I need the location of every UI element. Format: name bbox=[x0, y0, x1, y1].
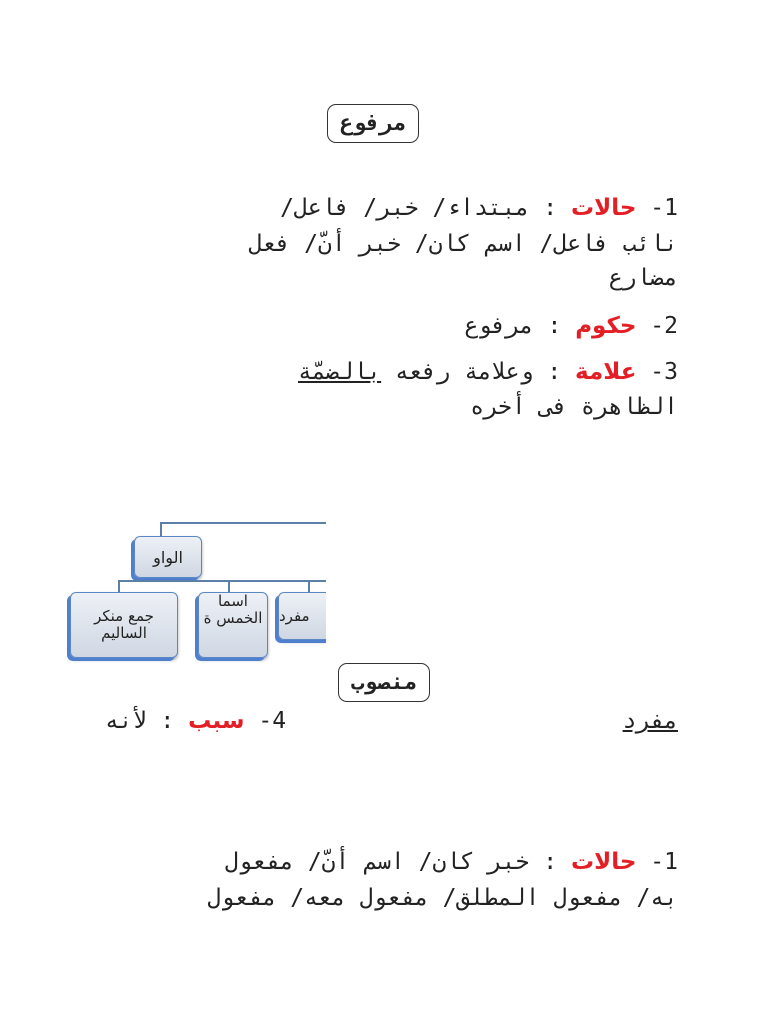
connector-line bbox=[160, 522, 326, 524]
underlined-text: بالضمّة bbox=[298, 359, 382, 385]
item-text: خبر كان/ اسم أنّ/ مفعول bbox=[224, 849, 530, 875]
heading-text: منصوب bbox=[351, 670, 418, 695]
colon: : bbox=[543, 195, 558, 221]
connector-line bbox=[118, 580, 326, 582]
item-number: 4- bbox=[258, 708, 287, 734]
diagram-node-child-1 bbox=[70, 592, 178, 658]
diagram-node-child-3 bbox=[278, 592, 326, 640]
connector-line bbox=[308, 580, 310, 592]
colon: : bbox=[160, 708, 175, 734]
item-number: 2- bbox=[650, 313, 678, 339]
item-1-line-1 bbox=[280, 192, 678, 225]
item-3-line-2 bbox=[470, 391, 678, 424]
connector-line bbox=[118, 580, 120, 592]
item-1-line-3 bbox=[609, 262, 678, 295]
diagram-node-child-2 bbox=[198, 592, 268, 658]
item-label: حالات bbox=[570, 849, 637, 875]
node-label: الواو bbox=[153, 547, 183, 567]
item-4-continuation bbox=[623, 705, 678, 738]
connector-line bbox=[228, 580, 230, 592]
item-text: نائب فاعل/ اسم كان/ خبر أنّ/ فعل bbox=[248, 231, 678, 257]
underlined-text: مفرد bbox=[622, 708, 678, 734]
item-label: حالات bbox=[570, 195, 637, 221]
colon: : bbox=[547, 359, 562, 385]
hierarchy-diagram bbox=[60, 518, 326, 664]
diagram-node-top bbox=[134, 536, 202, 578]
node-label: مفرد bbox=[279, 606, 310, 625]
item-text: وعلامة رفعه bbox=[394, 359, 534, 385]
node-label: اسما الخمس ة bbox=[203, 592, 263, 627]
heading-mansoob bbox=[338, 663, 430, 702]
heading-text: مرفوع bbox=[340, 111, 407, 136]
item-text: به/ مفعول المطلق/ مفعول معه/ مفعول bbox=[207, 885, 678, 911]
colon: : bbox=[547, 313, 562, 339]
heading-marfoo bbox=[327, 104, 419, 143]
item-label: علامة bbox=[575, 359, 637, 385]
node-label: جمع منكر السالیم bbox=[94, 607, 154, 642]
mansoob-item-1-line-1 bbox=[225, 846, 678, 879]
colon: : bbox=[543, 849, 558, 875]
item-label: حكوم bbox=[575, 313, 637, 339]
item-2-line bbox=[464, 310, 678, 343]
item-number: 1- bbox=[650, 849, 678, 875]
item-1-line-2 bbox=[249, 228, 678, 261]
item-3-line-1 bbox=[298, 356, 678, 389]
item-text: مضارع bbox=[608, 265, 678, 291]
item-text: لأنه bbox=[105, 708, 147, 734]
item-text: مرفوع bbox=[464, 313, 534, 339]
item-number: 3- bbox=[650, 359, 678, 385]
mansoob-item-1-line-2 bbox=[207, 882, 678, 915]
item-number: 1- bbox=[650, 195, 678, 221]
item-label: سبب bbox=[188, 708, 245, 734]
item-4-line bbox=[105, 705, 286, 738]
item-text: مبتداء/ خبر/ فاعل/ bbox=[280, 195, 530, 221]
item-text: الظاهرة فى أخره bbox=[470, 394, 678, 420]
